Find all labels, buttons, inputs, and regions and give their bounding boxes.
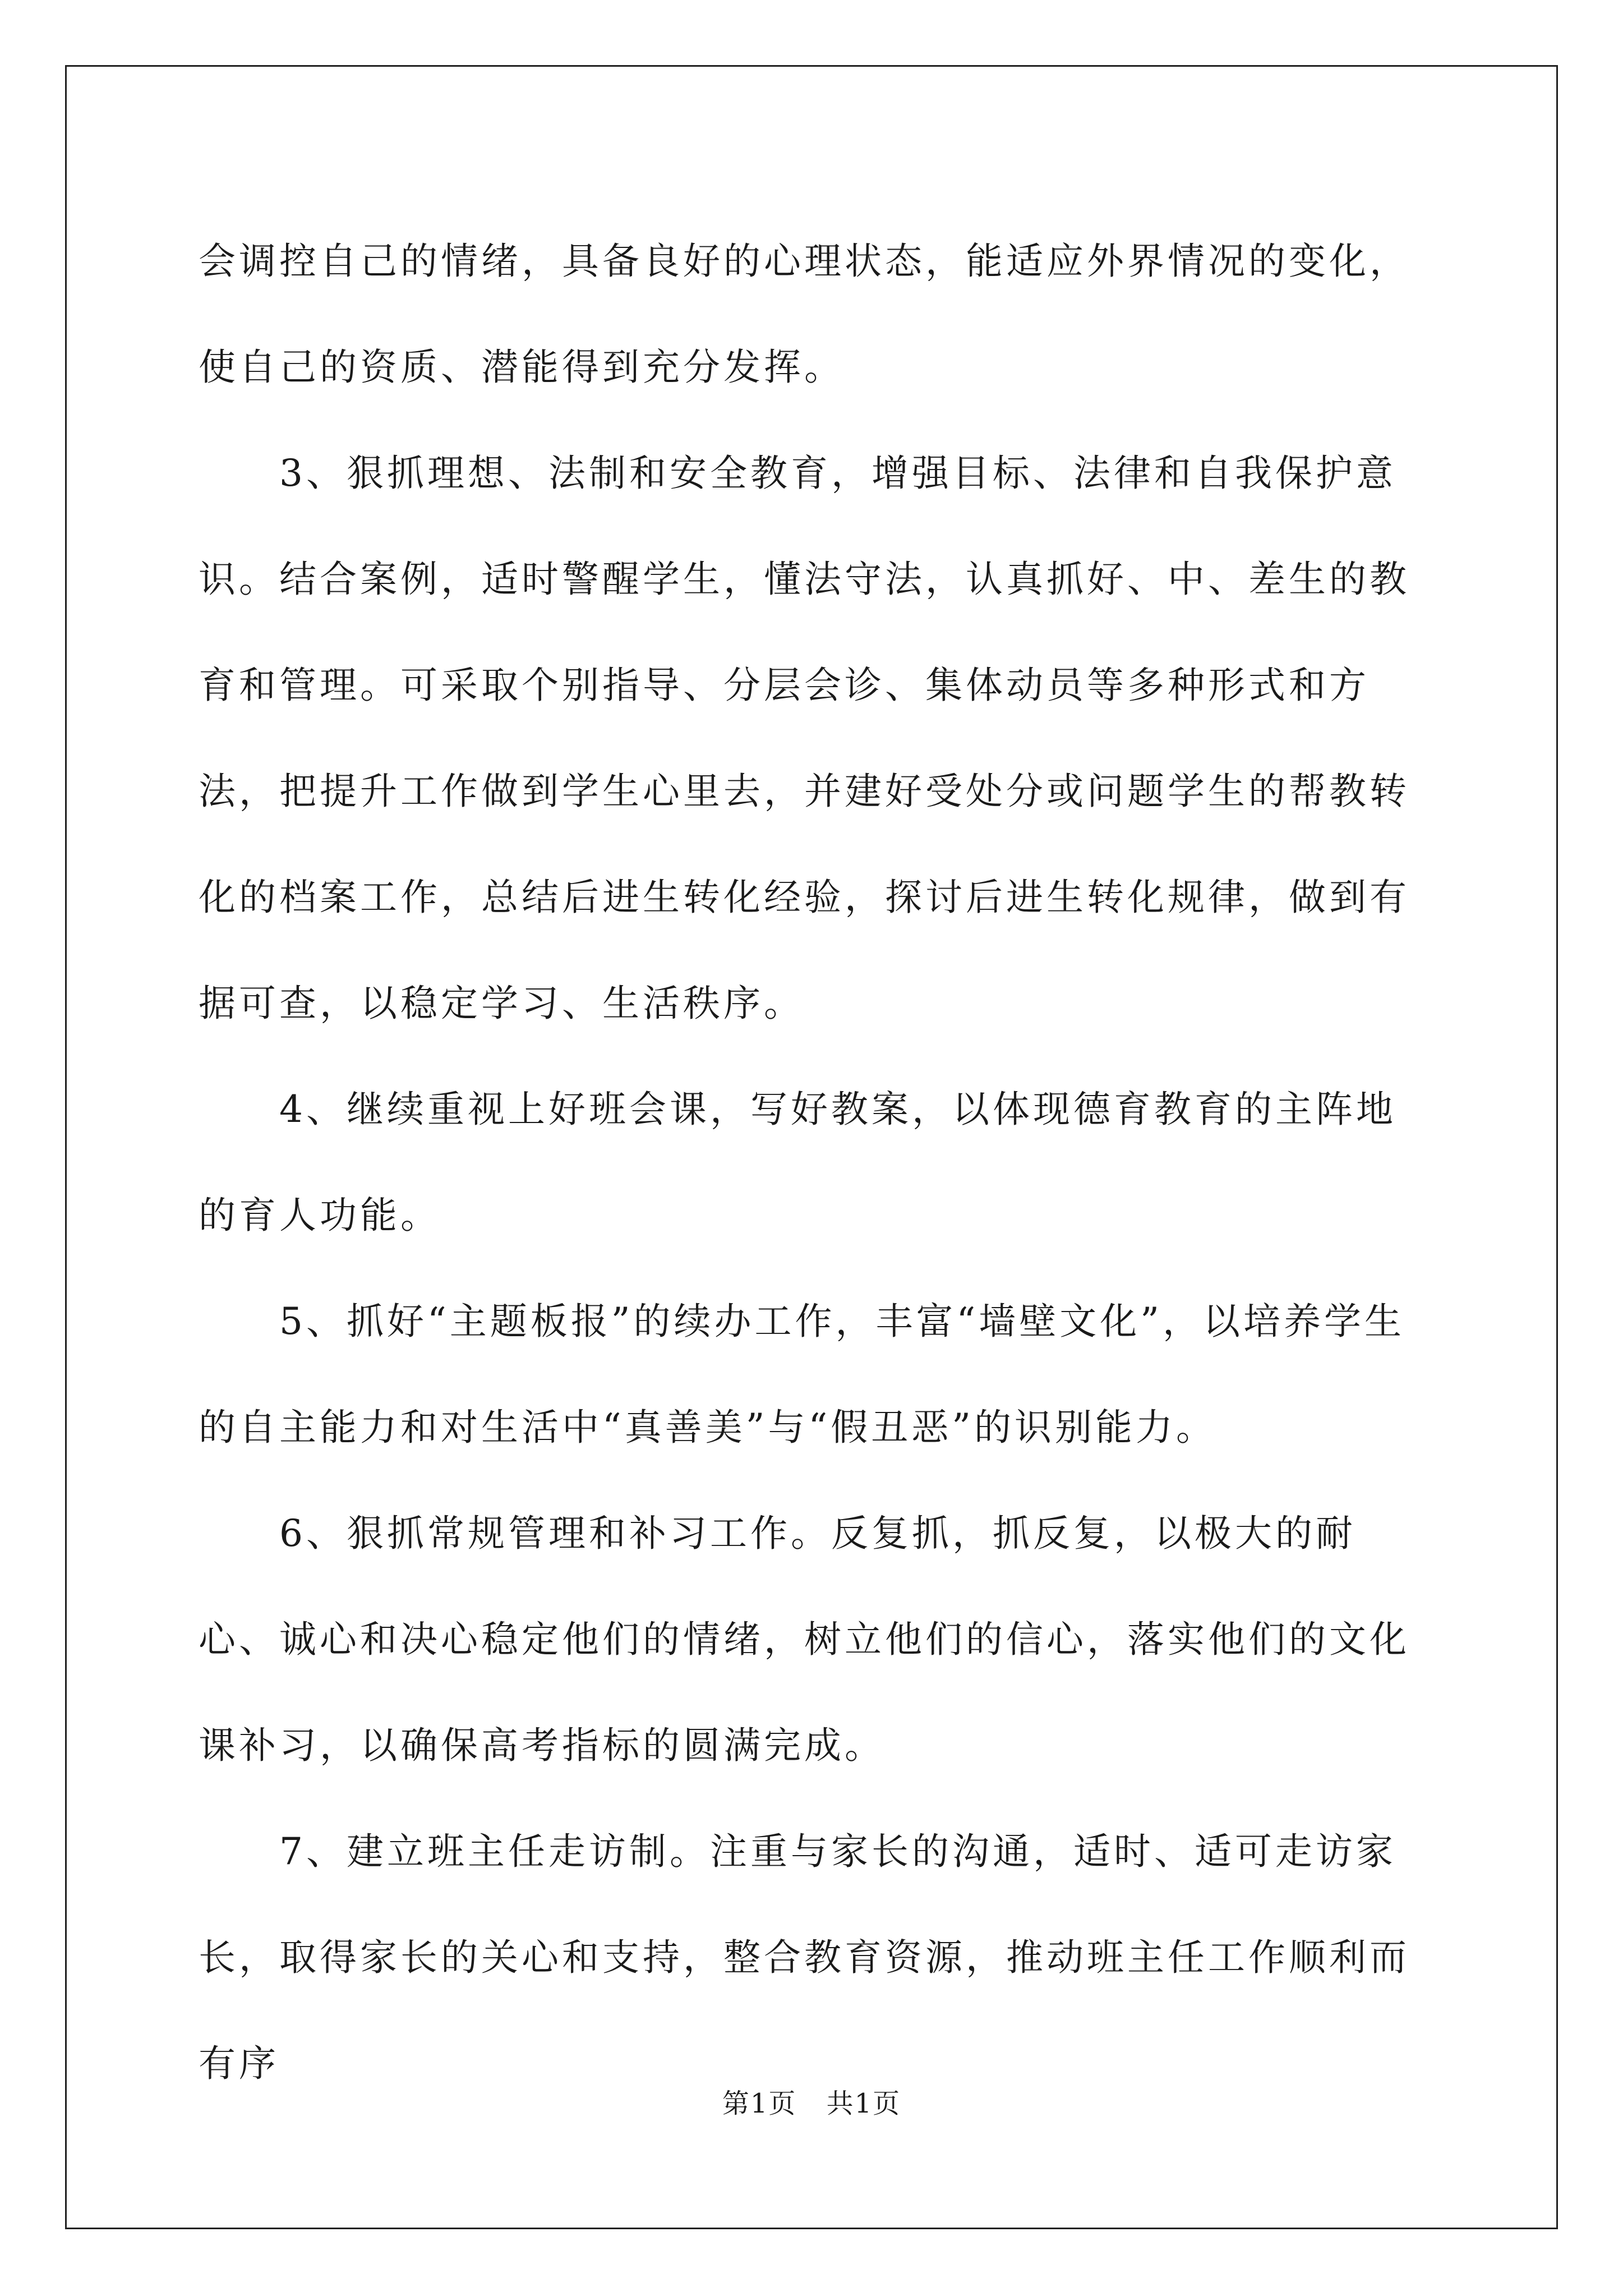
- paragraph-item-6: 6、狠抓常规管理和补习工作。反复抓，抓反复，以极大的耐心、诚心和决心稳定他们的情绪，树立他们的信心，落实他们的文化课补习，以确保高考指标的圆满完成。: [199, 1512, 1410, 1767]
- paragraph-item-4: 4、继续重视上好班会课，写好教案，以体现德育教育的主阵地的育人功能。: [199, 1088, 1396, 1237]
- paragraph-item-3: 3、狠抓理想、法制和安全教育，增强目标、法律和自我保护意识。结合案例，适时警醒学生，懂法守法，认真抓好、中、差生的教育和管理。可采取个别指导、分层会诊、集体动员等多种形式和方法，把提升工作做到学生心里去，并建好受处分或问题学生的帮教转化的档案工作，总结后进生转化经验，探讨后进生转化规律，做到有据可查，以稳定学习、生活秩序。: [199, 452, 1410, 1025]
- document-body: [199, 208, 1432, 2116]
- paragraph-item-7: 7、建立班主任走访制。注重与家长的沟通，适时、适可走访家长，取得家长的关心和支持，整合教育资源，推动班主任工作顺利而有序: [199, 1830, 1410, 2085]
- paragraph-1: 会调控自己的情绪，具备良好的心理状态，能适应外界情况的变化，使自己的资质、潜能得到充分发挥。: [199, 240, 1410, 389]
- page-current-label: 第1页: [722, 2088, 797, 2119]
- paragraph-item-5: 5、抓好“主题板报”的续办工作，丰富“墙壁文化”，以培养学生的自主能力和对生活中“真善美”与“假丑恶”的识别能力。: [199, 1300, 1405, 1449]
- page-footer: [0, 2087, 1623, 2120]
- page-total-label: 共1页: [826, 2088, 901, 2119]
